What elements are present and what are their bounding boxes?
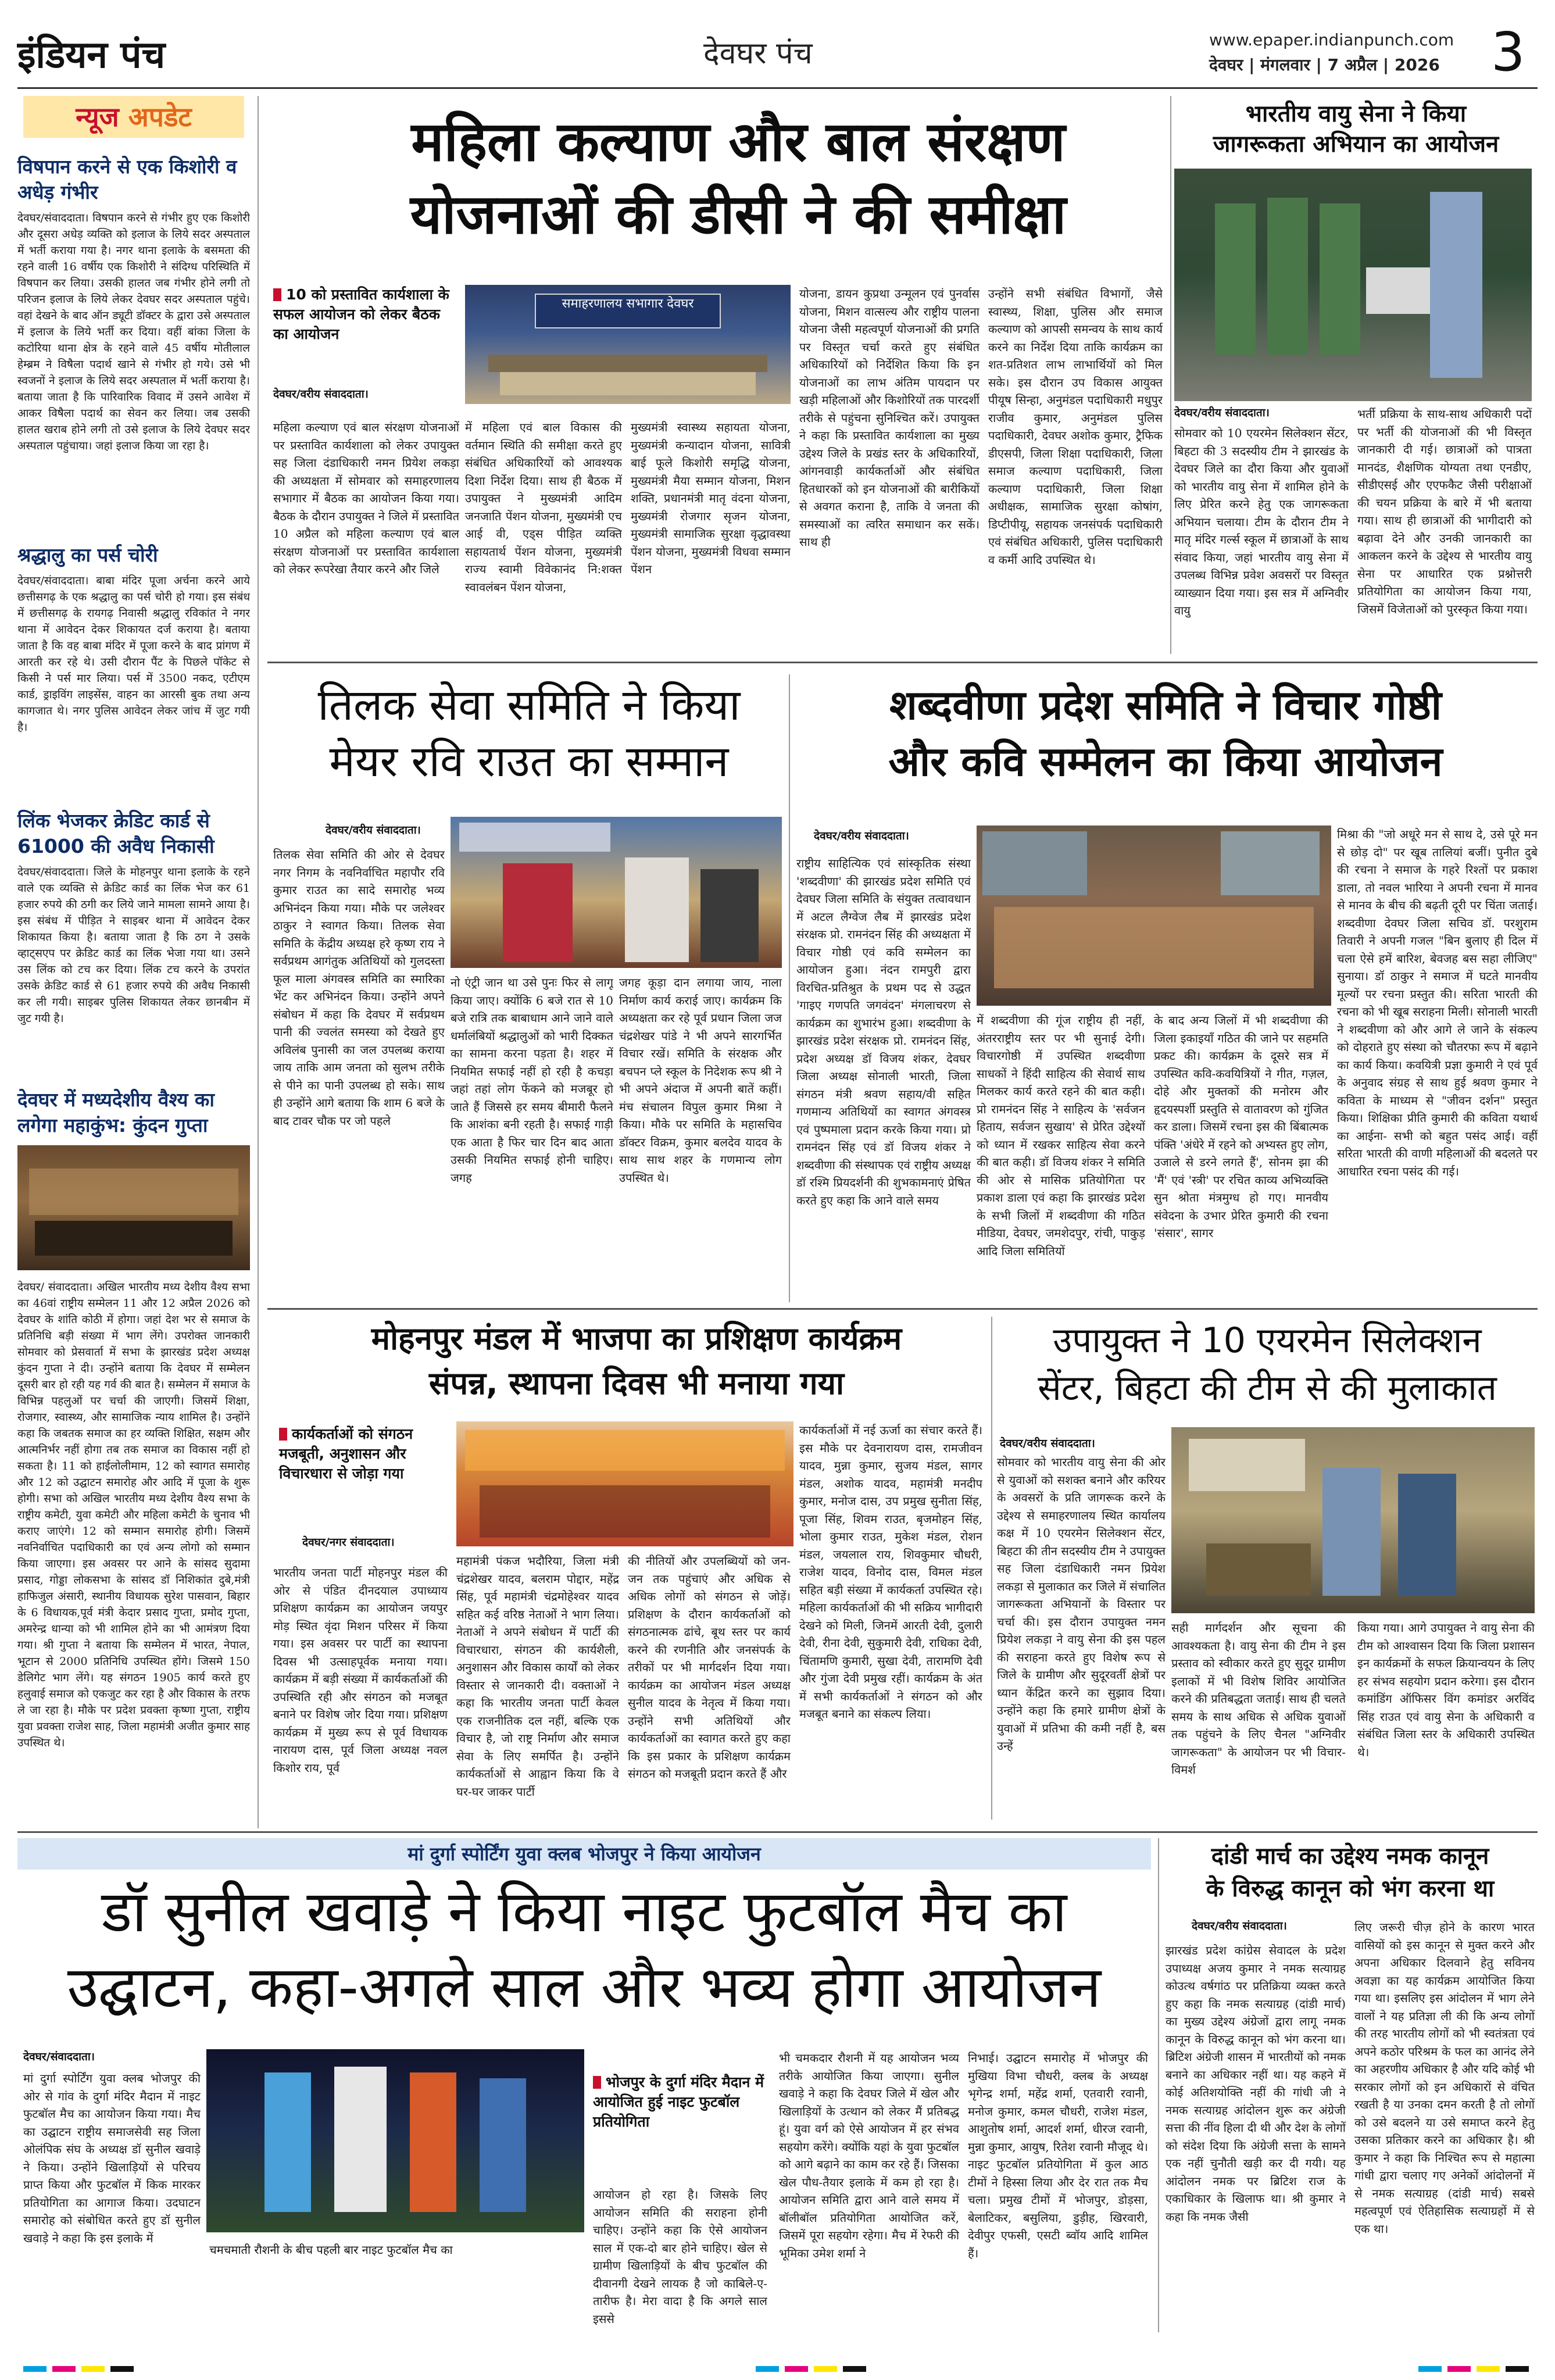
dandi-headline-line-2: के विरुद्ध कानून को भंग करना था <box>1206 1875 1495 1902</box>
news-update-label-b: अपडेट <box>128 101 192 133</box>
shabdveena-headline-line-2: और कवि सम्मेलन का किया आयोजन <box>888 738 1443 785</box>
divider <box>267 662 1538 663</box>
nu-body-1: देवघर/संवाददाता। विषपान करने से गंभीर हुए एक किशोरी और दूसरा अधेड़ व्यक्ति को इलाज के लिये सदर अस्पताल में भर्ती कराया गया है। नगर थाना इलाके के बसमता की रहने वाली 16 वर्षीय एक किशोरी ने संदिग्ध परिस्थिति में विषपान कर लिया। उसकी हालत जब गंभीर होने लगी तो परिजन इलाज के लिये लेकर देवघर सदर अस्पताल पहुंचे। वहां देखने के बाद ऑन ड्यूटी डॉक्टर के द्वारा उसे अस्पताल में इलाज के लिये भर्ती कर दिया। वहीं बांका जिला के कटोरिया थाना क्षेत्र के रहने वाले 45 वर्षीय मोतीलाल हेम्ब्रम ने विषैला पदार्थ खाने से गंभीर हो गये। उसे भी स्वजनों ने इलाज के लिये सदर अस्पताल में भर्ती कराया है। बताया जाता है कि पारिवारिक विवाद में उसने आवेश में आकर विषैला पदार्थ का सेवन कर लिया। जब उसकी हालत खराब होने लगी तो उसे इलाज के लिये देवघर सदर अस्पताल पहुंचाया। जहां इलाज किया जा रहा है। <box>17 212 250 452</box>
lead-col-1: महिला कल्याण एवं बाल संरक्षण योजनाओं पर प्रस्तावित कार्यशाला को लेकर उपायुक्त सह जिला दंडाधिकारी नमन प्रियेश लकड़ा की अध्यक्षता में सोमवार को समाहरणालय सभागार में बैठक का आयोजन किया गया। बैठक के दौरान उपायुक्त ने जिले में प्रस्तावित 10 अप्रैल को महिला कल्याण एवं बाल संरक्षण योजनाओं पर प्रस्तावित कार्यशाला को लेकर रूपरेखा तैयार करने और जिले <box>273 420 459 576</box>
mohanpur-col-1: भारतीय जनता पार्टी मोहनपुर मंडल की ओर से पंडित दीनदयाल उपाध्याय प्रशिक्षण कार्यक्रम का आयोजन जयपुर मोड़ स्थित वृंदा मिशन परिसर में किया गया। इस अवसर पर पार्टी का स्थापना दिवस भी उत्साहपूर्वक मनाया गया। कार्यक्रम में बड़ी संख्या में कार्यकर्ताओं की उपस्थिति रही और संगठन को मजबूत बनाने पर विशेष जोर दिया गया। प्रशिक्षण कार्यक्रम में मुख्य रूप से पूर्व विधायक नारायण दास, पूर्व जिला अध्यक्ष नवल किशोर राय, पूर्व <box>273 1566 448 1775</box>
shabdveena-byline: देवघर/वरीय संवाददाता। <box>814 830 909 842</box>
lead-col-4: योजना, डायन कुप्रथा उन्मूलन एवं पुनर्वास योजना, मिशन वात्सल्य और राष्ट्रीय पालना योजना जैसी महत्वपूर्ण योजनाओं की प्रगति पर विस्तृत चर्चा करते हुए संबंधित अधिकारियों को निर्देशित किया कि इन योजनाओं का लाभ अंतिम पायदान पर खड़ी महिलाओं और किशोरियों तक पारदर्शी तरीके से पहुंचना सुनिश्चित करें। उपायुक्त ने कहा कि प्रस्तावित कार्यशाला का मुख्य उद्देश्य जिले के प्रखंड स्तर के अधिकारियों, आंगनवाड़ी कार्यकर्ताओं और संबंधित हितधारकों को इन योजनाओं की बारीकियों से अवगत कराना है, ताकि वे जनता की समस्याओं का त्वरित समाधान कर सकें। साथ ही <box>799 287 980 549</box>
divider <box>789 674 790 1302</box>
news-update-label-a: न्यूज <box>76 101 119 133</box>
divider <box>258 96 259 1828</box>
air-force-headline-line-2: जागरूकता अभियान का आयोजन <box>1213 131 1499 158</box>
divider <box>1170 96 1171 654</box>
dandi-byline: देवघर/वरीय संवाददाता। <box>1192 1920 1287 1932</box>
lead-deck <box>273 285 459 344</box>
nu-headline-2: श्रद्धालु का पर्स चोरी <box>17 544 158 566</box>
nu-headline-4: देवघर में मध्यदेशीय वैश्य का लगेगा महाकुंभ: कुंदन गुप्ता <box>17 1088 215 1137</box>
lead-photo-meeting <box>465 285 791 404</box>
mohanpur-col-3: की नीतियों और उपलब्धियों को जन-जन तक पहुंचाएं और अधिक से अधिक लोगों को संगठन से जोड़ें। प्रशिक्षण के दौरान कार्यकर्ताओं को संगठनात्मक ढांचे, बूथ स्तर पर कार्य करने की रणनीति और जनसंपर्क के तरीकों पर भी मार्गदर्शन दिया गया। कार्यक्रम का आयोजन मंडल अध्यक्ष सुनील यादव के नेतृत्व में किया गया। उन्होंने सभी अतिथियों और कार्यकर्ताओं का स्वागत करते हुए कहा कि इस प्रकार के प्रशिक्षण कार्यक्रम संगठन को मजबूती प्रदान करते हैं और <box>628 1554 791 1781</box>
divider <box>1158 1838 1159 2332</box>
football-tag-text: मां दुर्गा स्पोर्टिंग युवा क्लब भोजपुर ने किया आयोजन <box>407 1843 761 1865</box>
paper-name: इंडियन पंच <box>17 34 166 77</box>
air-force-byline: देवघर/वरीय संवाददाता। <box>1174 406 1270 419</box>
site-url[interactable]: www.epaper.indianpunch.com <box>1209 30 1454 49</box>
shabdveena-col-1: राष्ट्रीय साहित्यिक एवं सांस्कृतिक संस्था 'शब्दवीणा' की झारखंड प्रदेश समिति एवं देवघर जिला समिति के संयुक्त तत्वावधान में अटल लैग्वेज लैब में झारखंड प्रदेश संरक्षक प्रो. रामनंदन सिंह की अध्यक्षता में विचार गोष्ठी एवं कवि सम्मेलन का आयोजन हुआ। नंदन रामपुरी द्वारा विरचित-प्रतिश्रुत के प्रथम पद से उद्धत 'गाइए गणपति जगवंदन' मंगलाचरण से कार्यक्रम का शुभारंभ हुआ। शब्दवीणा के झारखंड प्रदेश संरक्षक प्रो. रामनंदन सिंह, प्रदेश अध्यक्ष डॉ विजय शंकर, देवघर जिला अध्यक्ष सोनाली भारती, जिला संगठन मंत्री श्रवण सहाय/वी सहित गणमान्य अतिथियों का स्वागत अंगवस्त्र एवं पुष्पमाला प्रदान करके किया गया। प्रो रामनंदन सिंह एवं डॉ विजय शंकर ने शब्दवीणा की संस्थापक एवं राष्ट्रीय अध्यक्ष डॉ रश्मि प्रियदर्शनी की शुभकामनाएं प्रेषित करते हुए कहा कि आने वाले समय <box>796 856 971 1207</box>
dc-headline-line-1: उपायुक्त ने 10 एयरमेन सिलेक्शन <box>1053 1320 1482 1361</box>
bullet-marker <box>279 1428 287 1441</box>
lead-headline-line-2: योजनाओं की डीसी ने की समीक्षा <box>410 183 1067 246</box>
shabdveena-photo <box>977 826 1331 1006</box>
masthead <box>17 17 1538 81</box>
dc-col-1: सोमवार को भारतीय वायु सेना की ओर से युवाओं को सशक्त बनाने और करियर के अवसरों के प्रति जागरूक करने के उद्देश्य से समाहरणालय स्थित कार्यालय कक्ष में 10 एयरमेन सिलेक्शन सेंटर, बिहटा की तीन सदस्यीय टीम ने उपायुक्त सह जिला दंडाधिकारी नमन प्रियेश लकड़ा से मुलाकात कर जिले में संचालित जागरूकता अभियानों के विस्तार पर चर्चा की। इस दौरान उपायुक्त नमन प्रियेश लकड़ा ने वायु सेना की इस पहल की सराहना करते हुए विशेष रूप से जिले के ग्रामीण और सुदूरवर्ती क्षेत्रों पर ध्यान केंद्रित करने का सुझाव दिया। उन्होंने कहा कि हमारे ग्रामीण क्षेत्रों के युवाओं में प्रतिभा की कमी नहीं है, बस उन्हें <box>997 1455 1166 1753</box>
tilak-headline-line-1: तिलक सेवा समिति ने किया <box>317 680 741 730</box>
edition-name: देवघर पंच <box>703 36 813 71</box>
shabdveena-col-4: मिश्रा की "जो अधूरे मन से साथ दे, उसे पूरे मन से छोड़ दो" पर खूब तालियां बजीं। पुनीत दुबे की रचना ने समाज के गहरे रिश्तों पर प्रकाश डाला, तो नवल भारिया ने अपनी रचना में मानव से मानव के बीच की बढ़ती दूरी पर चिंता जताई। शब्दवीणा देवघर जिला सचिव डॉ. परशुराम तिवारी ने अपनी गजल "बिन बुलाए ही दिल में चला ऐसे हमें बारिश, बेवजह बस सहा लीजिए" सुनाया। डॉ ठाकुर ने समाज में घटते मानवीय मूल्यों पर रचना प्रस्तुत की। सरिता भारती की रचना को भी खूब सराहना मिली। सोनाली भारती ने शब्दवीणा को और आगे ले जाने के संकल्प को दोहराते हुए संस्था को चौतरफा रूप में बढ़ाने का कार्य किया। कवयित्री प्रज्ञा कुमारी ने एवं पूर्व के अनुवाद संग्रह से साथ हुई श्रवण कुमार ने कविता के माध्यम से "जीवन दर्शन" प्रस्तुत किया। शिक्षिका प्रीति कुमारी की कविता यथार्थ का आईना- सभी को बहुत पसंद आई। वहीं सरिता भारती की वाणी महिलाओं की बदलते पर आधारित रचना पसंद की गई। <box>1337 827 1538 1178</box>
lead-byline: देवघर/वरीय संवाददाता। <box>273 388 369 401</box>
tilak-col-2: नो एंट्री जान था उसे पुनः फिर से लागू किया जाए। क्योंकि 6 बजे रात से 10 बजे रात्रि तक बाबाधाम आने जाने वाले धर्मालंबियों श्रद्धालुओं को भारी दिक्कत का सामना करना पड़ता है। शहर में नियमित सफाई नहीं हो रही है कचड़ा जहां तहां लोग फेंकने को मजबूर हो जाते हैं जिससे हर समय बीमारी फैलने कि आशंका बनी रहती है। सफाई गाड़ी एक आता है फिर चार दिन बाद आता उसकी नियमित सफाई होनी चाहिए। जगह <box>451 975 613 1185</box>
air-force-photo <box>1174 169 1532 401</box>
mohanpur-headline-line-1: मोहनपुर मंडल में भाजपा का प्रशिक्षण कार्यक्रम <box>371 1320 902 1357</box>
football-col-1: मां दुर्गा स्पोर्टिंग युवा क्लब भोजपुर की ओर से गांव के दुर्गा मंदिर मैदान में नाइट फुटबॉल मैच का आयोजन किया गया। मैच का उद्घाटन राष्ट्रीय समाजसेवी सह जिला ओलंपिक संघ के अध्यक्ष डॉ सुनील खवाड़े ने किया। उन्होंने खिलाड़ियों से परिचय प्राप्त किया और फुटबॉल में किक मारकर प्रतियोगिता का आगाज किया। उदघाटन समारोह को संबोधित करते हुए डॉ सुनील खवाड़े ने कहा कि इस इलाके में <box>23 2071 201 2245</box>
dc-col-2: सही मार्गदर्शन और सूचना की आवश्यकता है। वायु सेना की टीम ने इस प्रस्ताव को स्वीकार करते हुए सुदूर ग्रामीण इलाकों में भी विशेष शिविर आयोजित करने की प्रतिबद्धता जताई। साथ ही चलते समय के साथ अधिक से अधिक युवाओं तक पहुंचने के लिए चैनल "अग्निवीर जागरूकता" के आयोजन पर भी विचार-विमर्श <box>1171 1621 1346 1777</box>
mohanpur-photo <box>456 1421 793 1546</box>
news-update-column <box>17 96 250 1840</box>
shabdveena-col-2: में शब्दवीणा की गूंज राष्ट्रीय ही नहीं, अंतरराष्ट्रीय स्तर पर भी सुनाई देगी। विचारगोष्ठी में उपस्थित शब्दवीणा साधकों ने हिंदी साहित्य की सेवार्थ साथ मिलकर कार्य करते रहने की बात कही। प्रो रामनंदन सिंह ने साहित्य के 'सर्वजन हिताय, सर्वजन सुखाय' से प्रेरित उद्देश्यों को ध्यान में रखकर साहित्य सेवा करने की बात कही। डॉ विजय शंकर ने समिति की ओर से मासिक प्रतियोगिता पर प्रकाश डाला एवं कहा कि झारखंड प्रदेश के सभी जिलों में शब्दवीणा की गठित मीडिया, देवघर, जमशेदपुर, रांची, पाकुड़ आदि जिला समितियों <box>977 1013 1145 1258</box>
air-force-headline-line-1: भारतीय वायु सेना ने किया <box>1245 101 1467 127</box>
print-color-bar <box>0 2366 1555 2374</box>
lead-deck-text: 10 को प्रस्तावित कार्यशाला के सफल आयोजन को लेकर बैठक का आयोजन <box>273 286 449 342</box>
nu-body-3: देवघर/संवाददाता। जिले के मोहनपुर थाना इलाके के रहने वाले एक व्यक्ति से क्रेडिट कार्ड का लिंक भेज कर 61 हजार रुपये की ठगी कर लिये जाने मामला सामने आया है। इस संबंध में पीड़ित ने साइबर थाना में आवेदन देकर शिकायत किया है। बताया जाता है कि ठग ने उसके व्हाट्सएप पर क्रेडिट कार्ड का लिंक भेजा गया था। उसने उस लिंक को टच कर दिया। लिंक टच करने के उपरांत उसके क्रेडिट कार्ड से 61 हजार रुपये की अवैध निकासी कर ली गयी। साइबर पुलिस शिकायत लेकर छानबीन में जुट गयी है। <box>17 866 250 1025</box>
date-line: देवघर | मंगलवार | 7 अप्रैल | 2026 <box>1209 55 1440 74</box>
divider <box>267 1308 1538 1310</box>
news-update-banner <box>23 96 244 138</box>
tilak-col-1: तिलक सेवा समिति की ओर से देवघर नगर निगम के नवनिर्वाचित महापौर रवि कुमार राउत का सादे समारोह भव्य अभिनंदन किया गया। मौके पर जलेश्वर ठाकुर ने स्वागत किया। तिलक सेवा समिति के केंद्रीय अध्यक्ष हरे कृष्ण राय ने सर्वप्रथम आगंतुक अतिथियों को गुलदस्ता फूल माला अंगवस्त्र समिति का स्मारिका भेंट कर अभिनंदन किया। उन्होंने अपने संबोधन में कहा कि देवघर में सर्वप्रथम पानी की ज्वलंत समस्या को देखते हुए अविलंब पुनासी का जल उपलब्ध कराया जाय ताकि आम जनता को सुलभ तरीके से पीने का पानी उपलब्ध हो सके। साथ ही उन्होंने आगे बताया कि शाम 6 बजे के बाद टावर चौक पर जो पहले <box>273 848 445 1128</box>
lead-col-2: में महिला एवं बाल विकास की वर्तमान स्थिति की समीक्षा करते हुए संबंधित अधिकारियों को आवश्यक दिशा निर्देश दिया। साथ ही बैठक में उपायुक्त ने मुख्यमंत्री आदिम जनजाति पेंशन योजना, मुख्यमंत्री एच आई वी, एड्स पीड़ित व्यक्ति सहायतार्थ पेंशन योजना, मुख्यमंत्री राज्य स्वामी विवेकानंद नि:शक्त स्वावलंबन पेंशन योजना, <box>465 420 622 594</box>
football-col-3: भी चमकदार रौशनी में यह आयोजन भव्य तरीके आयोजित किया जाएगा। सुनील खवाड़े ने कहा कि देवघर जिले में खेल और खिलाड़ियों के उत्थान को लेकर मैं प्रतिबद्ध हूं। युवा वर्ग को ऐसे आयोजन में हर संभव सहयोग करेंगे। क्योंकि यहां के युवा फुटबॉल को आगे बढ़ाने का काम कर रहे हैं। जिसका खेल पौध-तैयार इलाके में कम हो रहा है। आयोजन समिति द्वारा आने वाले समय में बॉलीबॉल प्रतियोगिता आयोजित करें, जिसमें पूरा सहयोग रहेगा। मैच में रेफरी की भूमिका उमेश शर्मा ने <box>779 2051 959 2260</box>
nu-body-2: देवघर/संवाददाता। बाबा मंदिर पूजा अर्चना करने आये छत्तीसगढ़ के एक श्रद्धालु का पर्स चोरी हो गया। इस संबंध में छत्तीसगढ़ के रायगढ़ निवासी श्रद्धालु रविकांत ने नगर थाना में आवेदन देकर शिकायत दर्ज कराया है। बताया जाता है कि वह बाबा मंदिर में पूजा करने के बाद प्रांगण में आरती कर रहे थे। उसी दौरान पैंट के पिछले पॉकेट से किसी ने पर्स मार लिया। पर्स में 3500 नकद, एटीएम कार्ड, ड्राइविंग लाइसेंस, वाहन का आरसी बुक तथा अन्य कागजात थे। नगर पुलिस आवेदन लेकर जांच में जुट गयी है। <box>17 574 250 734</box>
air-force-headline <box>1174 99 1538 159</box>
mohanpur-deck-text: कार्यकर्ताओं को संगठन मजबूती, अनुशासन और विचारधारा से जोड़ा गया <box>279 1425 413 1482</box>
masthead-rule <box>17 87 1538 89</box>
mohanpur-headline-line-2: संपन्न, स्थापना दिवस भी मनाया गया <box>429 1365 844 1402</box>
football-col-4: निभाई। उद्घाटन समारोह में भोजपुर की मुखिया विभा चौधरी, क्लब के अध्यक्ष भृगेन्द्र शर्मा, महेंद्र शर्मा, एतवारी रवानी, मनोज कुमार, कमल चौधरी, राजेश मंडल, आशुतोष शर्मा, आदर्श शर्मा, धीरज रवानी, मुन्ना कुमार, आयुष, रितेश रवानी मौजूद थे। नाइट फुटबॉल प्रतियोगिता में कुल आठ टीमों ने हिस्सा लिया और देर रात तक मैच चला। प्रमुख टीमों में भोजपुर, डोड़सा, बेलाटिकर, बसुलिया, डुड़ीह, खिरवारी, देवीपुर एफसी, एसटी ब्वॉय आदि शामिल हैं। <box>968 2051 1148 2260</box>
tilak-col-3: जगह कूड़ा दान लगाया जाय, नाला निर्माण कार्य कराई जाए। कार्यक्रम कि अध्यक्षता कर रहे पूर्व प्रधान जिला जज चंद्रशेखर पांडे ने भी अपने सारगर्भित विचार रखें। समिति के संरक्षक और बचपन प्ले स्कूल के निदेशक रूप श्री ने भी अपने अंदाज में अपनी बातें कहीं। मंच संचालन विपुल कुमार मिश्रा ने किया। मौके पर समिति के महासचिव डॉक्टर विक्रम, कुमार बलदेव यादव के साथ साथ शहर के गणमान्य लोग उपस्थित थे। <box>619 975 782 1185</box>
football-deck-text: भोजपुर के दुर्गा मंदिर मैदान में आयोजित हुई नाइट फुटबॉल प्रतियोगिता <box>593 2074 764 2130</box>
tilak-photo <box>451 817 782 968</box>
dandi-col-1: झारखंड प्रदेश कांग्रेस सेवादल के प्रदेश उपाध्यक्ष अजय कुमार ने नमक सत्याग्रह कोउत्थ वर्षगांठ पर प्रतिक्रिया व्यक्त करते हुए कहा कि नमक सत्याग्रह (दांडी मार्च) का मुख्य उद्देश्य अंग्रेजों द्वारा लागू नमक कानून के विरुद्ध कानून को भंग करना था। ब्रिटिश अंग्रेजी शासन में भारतीयों को नमक बनाने का अधिकार नहीं था। यह कहने में कोई अतिशयोक्ति नहीं की गांधी जी ने नमक सत्याग्रह आंदोलन शुरू कर अंग्रेजी सत्ता की नींव हिला दी थी और देश के लोगों को संदेश दिया कि अंग्रेजी सत्ता के सामने एक नहीं चुनौती खड़ी कर दी गयी। यह आंदोलन नमक पर ब्रिटिश राज के एकाधिकार के खिलाफ था। श्री कुमार ने कहा कि नमक जैसी <box>1166 1943 1346 2224</box>
dandi-col-2: लिए जरूरी चीज़ होने के कारण भारत वासियों को इस कानून से मुक्त करने और अपना अधिकार दिलवाने हेतु सविनय अवज्ञा का यह कार्यक्रम आयोजित किया गया था। इसलिए इस आंदोलन में भाग लेने वालों ने यह प्रतिज्ञा ली की कि अन्य लोगों की तरह भारतीय लोगों को भी स्वतंत्रता एवं अपने कठोर परिश्रम के फल का आनंद लेने का अहरणीय अधिकार है और यदि कोई भी सरकार लोगों को इन अधिकारों से वंचित रखती है या उनका दमन करती है तो लोगों को उसे बदलने या उसे समाप्त करने हेतु उसका प्रतिकार करने का अधिकार है। श्री कुमार ने कहा कि निश्चित रूप से महात्मा गांधी द्वारा चलाए गए अनेकों आंदोलनों में से नमक सत्याग्रह (दांडी मार्च) सबसे महत्वपूर्ण एवं ऐतिहासिक सत्याग्रहों में से एक था। <box>1354 1920 1535 2236</box>
football-col-2: आयोजन हो रहा है। जिसके लिए आयोजन समिति की सराहना होनी चाहिए। उन्होंने कहा कि ऐसे आयोजन साल में एक-दो बार होने चाहिए। खेल से ग्रामीण खिलाड़ियों के बीच फुटबॉल की दीवानगी देखने लायक है जो काबिले-ए-तारीफ है। मेरा वादा है कि अगले साल इससे <box>593 2188 767 2326</box>
lead-headline-line-1: महिला कल्याण और बाल संरक्षण <box>411 110 1066 174</box>
bullet-marker <box>273 288 281 301</box>
page-number: 3 <box>1491 21 1525 83</box>
nu-headline-3: लिंक भेजकर क्रेडिट कार्ड से 61000 की अवैध निकासी <box>17 809 215 857</box>
divider <box>17 1831 1538 1833</box>
mohanpur-byline: देवघर/नगर संवाददाता। <box>302 1536 395 1549</box>
football-byline: देवघर/संवाददाता। <box>23 2050 95 2063</box>
dc-col-3: किया गया। आगे उपायुक्त ने वायु सेना की टीम को आश्वासन दिया कि जिला प्रशासन इन कार्यक्रमों के सफल क्रियान्वयन के लिए हर संभव सहयोग प्रदान करेगा। इस दौरान कमांडिंग ऑफिसर विंग कमांडर अरविंद सिंह राउत एवं वायु सेना के अधिकारी व संबंधित जिला स्तर के अधिकारी उपस्थित थे। <box>1357 1621 1535 1759</box>
lead-col-5: उन्होंने सभी संबंधित विभागों, जैसे स्वास्थ्य, शिक्षा, पुलिस और समाज कल्याण को आपसी समन्वय के साथ कार्य करने का निर्देश दिया ताकि कार्यक्रम का शत-प्रतिशत लाभ लाभार्थियों को मिल सके। इस दौरान उप विकास आयुक्त पीयूष सिन्हा, अनुमंडल पदाधिकारी मधुपुर राजीव कुमार, अनुमंडल पुलिस पदाधिकारी, देवघर अशोक कुमार, ट्रैफिक डीएसपी, जिला शिक्षा पदाधिकारी, जिला समाज कल्याण पदाधिकारी, जिला कल्याण पदाधिकारी, जिला शिक्षा अधीक्षक, सामाजिक सुरक्षा कोषांग, डिप्टीपीयू, सहायक जनसंपर्क पदाधिकारी एवं संबंधित अधिकारी, पुलिस पदाधिकारी व कर्मी आदि उपस्थित थे। <box>988 287 1163 567</box>
air-force-col-1: सोमवार को 10 एयरमेन सिलेक्शन सेंटर, बिहटा की 3 सदस्यीय टीम ने झारखंड के देवघर जिले का दौरा किया और युवाओं को भारतीय वायु सेना में शामिल होने के लिए प्रेरित करने हेतु एक जागरूकता अभियान चलाया। टीम के दौरान टीम ने मातृ मंदिर गर्ल्स स्कूल में छात्राओं के साथ संवाद किया, जहां भारतीय वायु सेना में उपलब्ध विभिन्न प्रवेश अवसरों पर विस्तृत व्याख्यान दिया गया। इस सत्र में अग्निवीर वायु <box>1174 426 1349 617</box>
air-force-col-2: भर्ती प्रक्रिया के साथ-साथ अधिकारी पदों पर भर्ती की योजनाओं की भी विस्तृत जानकारी दी गई। छात्राओं को पात्रता मानदंड, शैक्षणिक योग्यता तथा एनडीए, सीडीएसई और एएफकैट जैसी परीक्षाओं की चयन प्रक्रिया के बारे में भी बताया गया। साथ ही छात्राओं की भागीदारी को बढ़ावा देने और उनकी जानकारी का आकलन करने के उद्देश्य से भारतीय वायु सेना पर आधारित एक प्रश्नोत्तरी प्रतियोगिता का आयोजन किया गया, जिसमें विजेताओं को पुरस्कृत किया गया। <box>1357 407 1532 616</box>
lead-photo-sign: समाहरणालय सभागार देवघर <box>562 296 694 311</box>
dc-headline-line-2: सेंटर, बिहटा की टीम से की मुलाकात <box>1038 1368 1497 1409</box>
nu-body-4: देवघर/ संवाददाता। अखिल भारतीय मध्य देशीय वैश्य सभा का 46वां राष्ट्रीय सम्मेलन 11 और 12 अप्रैल 2026 को देवघर के शांति कोठी में होगा। जहां देश भर से समाज के प्रतिनिधि बड़ी संख्या में भाग लेंगे। उपरोक्त जानकारी सोमवार को प्रेसवार्ता में सभा के झारखंड प्रदेश अध्यक्ष कुंदन गुप्ता ने दी। उन्होंने बताया कि देवघर में सम्मेलन दूसरी बार हो रही यह गर्व की बात है। सम्मेलन में समाज के विभिन्न पहलुओं पर चर्चा की जाएगी। जिसमें शिक्षा, रोजगार, स्वास्थ्य, और सामाजिक न्याय शामिल है। उन्होंने कहा कि जबतक समाज का हर व्यक्ति शिक्षित, सक्षम और आत्मनिर्भर नहीं होगा तब तक समाज का विकास नहीं हो सकता है। 11 को हाईलोलीमाम, 12 को स्वागत समारोह और 12 को उद्घाटन समारोह और आदि में पूजा के शुरू होगी। सभा को अखिल भारतीय मध्य देशीय वैश्य सभा के राष्ट्रीय कमेटी, युवा कमेटी और महिला कमेटी के चुनाव भी कराए जाएंगे। 12 को सम्मान समारोह होगी। जिसमें नवनिर्वाचित पदाधिकारी का एवं अन्य लोगो को सम्मान किया जाएगा। इस अवसर पर आने के सांसद सुदामा प्रसाद, गोड्डा लोकसभा के सांसद डॉ निशिकांत दुबे,मंत्री हाफिजुल अंसारी, स्थानीय विधायक सुरेश पासवान, बिहार के 6 विधायक,पूर्व मंत्री केदार प्रसाद गुप्ता, प्रमोद गुप्ता, अमरेन्द्र धान्या को भी शामिल होने का भी आमंत्रण दिया गया। श्री गुप्ता ने बताया कि सम्मेलन में भारत, नेपाल, भूटान से 2000 प्रतिनिधि उपस्थित होंगे। जिसमे 150 डेलिगेट भाग लेंगे। यह संगठन 1905 कार्य करते हुए हलुवाई समाज को एकजुट कर रहा है और विकास के तरफ ले जा रहा है। मौके पर प्रदेश प्रवक्ता कृष्णा गुप्ता, राष्ट्रीय युवा प्रवक्ता राजेश साह, जिला महामंत्री अजीत कुमार साह उपस्थित थे। <box>17 1281 250 1749</box>
divider <box>991 1317 992 1820</box>
football-photo <box>206 2049 584 2232</box>
football-headline-line-2: उद्घाटन, कहा-अगले साल और भव्य होगा आयोजन <box>67 1954 1102 2021</box>
nu-headline-1: विषपान करने से एक किशोरी व अधेड़ गंभीर <box>17 155 237 203</box>
nu-photo-vaishya <box>17 1145 250 1270</box>
dandi-headline-line-1: दांडी मार्च का उद्देश्य नमक कानून <box>1211 1843 1489 1870</box>
football-caption: चमचमाती रौशनी के बीच पहली बार नाइट फुटबॉल मैच का <box>209 2243 453 2257</box>
bullet-marker <box>593 2076 601 2089</box>
dc-photo <box>1171 1427 1535 1613</box>
football-tag <box>17 1838 1151 1870</box>
football-headline-line-1: डॉ सुनील खवाड़े ने किया नाइट फुटबॉल मैच का <box>101 1879 1067 1945</box>
mohanpur-col-2: महामंत्री पंकज भदौरिया, जिला मंत्री चंद्रशेखर यादव, बलराम पोद्दार, महेंद्र सिंह, पूर्व महामंत्री चंद्रमोहेश्वर यादव सहित कई वरिष्ठ नेताओं ने भाग लिया। नेताओं ने अपने संबोधन में पार्टी की विचारधारा, संगठन की कार्यशैली, अनुशासन और विकास कार्यों को लेकर विस्तार से जानकारी दी। वक्ताओं ने कहा कि भारतीय जनता पार्टी केवल एक राजनीतिक दल नहीं, बल्कि एक विचार है, जो राष्ट्र निर्माण और समाज सेवा के लिए समर्पित है। उन्होंने कार्यकर्ताओं से आह्वान किया कि वे घर-घर जाकर पार्टी <box>456 1554 619 1799</box>
lead-col-3: मुख्यमंत्री स्वास्थ्य सहायता योजना, मुख्यमंत्री कन्यादान योजना, सावित्री बाई फूले किशोरी समृद्धि योजना, मुख्यमंत्री मैया सम्मान योजना, मिशन शक्ति, प्रधानमंत्री मातृ वंदना योजना, मुख्यमंत्री रोजगार सृजन योजना, मुख्यमंत्री सामाजिक सुरक्षा वृद्धावस्था पेंशन योजना, मुख्यमंत्री विधवा सम्मान पेंशन <box>631 420 791 576</box>
mohanpur-col-4: कार्यकर्ताओं में नई ऊर्जा का संचार करते हैं। इस मौके पर देवनारायण दास, रामजीवन यादव, मुन्ना कुमार, सुजय मंडल, सागर मंडल, अशोक यादव, महामंत्री मनदीप कुमार, मनोज दास, उप प्रमुख सुनीता सिंह, पूजा सिंह, शिवम राउत, बृजमोहन सिंह, भोला कुमार राउत, मुकेश मंडल, रोशन मंडल, जयलाल राय, शिवकुमार चौधरी, राजेश यादव, विनोद दास, विमल मंडल सहित बड़ी संख्या में कार्यकर्ता उपस्थित रहे। महिला कार्यकर्ताओं की भी सक्रिय भागीदारी देखने को मिली, जिनमें आरती देवी, दुलारी देवी, रीना देवी, सुकुमारी देवी, राधिका देवी, चिंतामणि कुमारी, सुखा देवी, तारामणि देवी और गुंजा देवी प्रमुख रहीं। कार्यक्रम के अंत में सभी कार्यकर्ताओं ने संगठन को और मजबूत बनाने का संकल्प लिया। <box>799 1423 982 1721</box>
dc-byline: देवघर/वरीय संवाददाता। <box>1000 1437 1095 1450</box>
shabdveena-col-3: के बाद अन्य जिलों में भी शब्दवीणा की जिला इकाइयाँ गठित की जाने पर सहमति प्रकट की। कार्यक्रम के दूसरे सत्र में उपस्थित कवि-कवयित्रियों ने गीत, गज़ल, दोहे और मुक्तकों की मनोरम और हृदयस्पर्शी प्रस्तुति से वातावरण को गुंजित कर डाला। जिसमें रचना इस की बिंबात्मक पंक्ति 'अंधेरे में रहने को अभ्यस्त हुए लोग, उजाले से डरने लगते हैं', सोनम झा की 'मैं' एवं 'स्त्री' पर रचित काव्य अभिव्यक्ति सुन श्रोता मंत्रमुग्ध हो गए। मानवीय संवेदना के उभार प्रेरित कुमारी की रचना 'संसार', सागर <box>1154 1013 1328 1240</box>
shabdveena-headline-line-1: शब्दवीणा प्रदेश समिति ने विचार गोष्ठी <box>889 681 1442 729</box>
football-deck <box>593 2072 767 2132</box>
tilak-headline-line-2: मेयर रवि राउत का सम्मान <box>329 737 729 787</box>
mohanpur-deck <box>279 1424 442 1484</box>
dandi-headline <box>1163 1840 1538 1905</box>
tilak-byline: देवघर/वरीय संवाददाता। <box>326 824 421 837</box>
